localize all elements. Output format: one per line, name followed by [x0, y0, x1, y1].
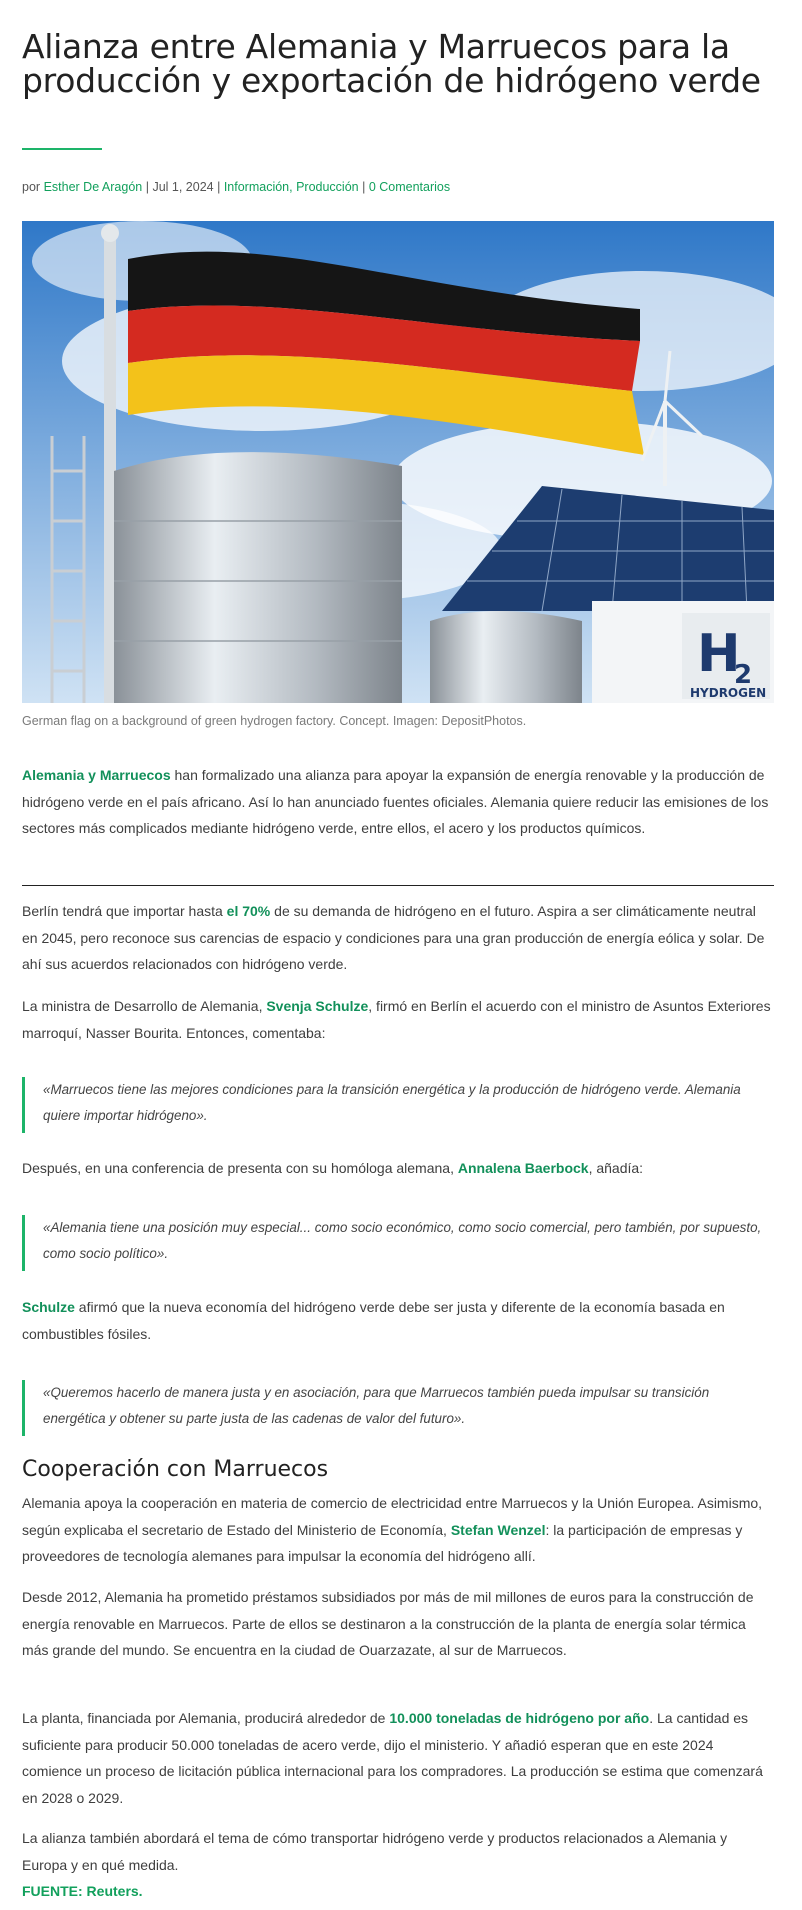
- h2-subscript: 2: [734, 660, 753, 690]
- meta-separator: |: [213, 180, 224, 194]
- paragraph-intro: [22, 762, 774, 842]
- paragraph-text: afirmó que la nueva economía del hidrógeno verde debe ser justa y diferente de la economía basada en combustibles fósiles.: [22, 1299, 725, 1342]
- meta-separator: |: [358, 180, 369, 194]
- hydrogen-factory-illustration: [22, 221, 774, 703]
- paragraph-berlin: [22, 898, 774, 978]
- stefan-wenzel-link[interactable]: Stefan Wenzel: [450, 1521, 546, 1538]
- paragraph-planta: [22, 1705, 774, 1811]
- paragraph-transporte: La alianza también abordará el tema de cómo transportar hidrógeno verde y productos relacionados a Alemania y Europa y en qué medida.: [22, 1830, 728, 1873]
- hero-image: [22, 221, 774, 703]
- meta-by: por: [22, 180, 41, 194]
- paragraph-text: . La cantidad es suficiente para producir 50.000 toneladas de acero verde, dijo el ministerio. Y añadió esperan que en este 2024 comience un proceso de licitación pública internacional para los compradores. La producción se estima que comenzará en 2028 o 2029.: [22, 1710, 763, 1806]
- categories-link[interactable]: Información, Producción: [223, 180, 359, 194]
- author-link[interactable]: Esther De Aragón: [43, 180, 143, 194]
- paragraph-prestamos: Desde 2012, Alemania ha prometido préstamos subsidiados por más de mil millones de euros para la construcción de energía renovable en Marruecos. Parte de ellos se destinaron a la construcción de la planta de energía solar térmica más grande del mundo. Se encuentra en la ciudad de Ouarzazate, al sur de Marruecos.: [22, 1589, 754, 1658]
- paragraph-text: La planta, financiada por Alemania, producirá alrededor de: [22, 1710, 390, 1726]
- source-link[interactable]: FUENTE: Reuters.: [22, 1883, 143, 1899]
- paragraph-text: La ministra de Desarrollo de Alemania,: [22, 998, 267, 1014]
- blockquote-2: «Alemania tiene una posición muy especial... como socio económico, como socio comercial, pero también, por supuesto, como socio político».: [22, 1215, 774, 1271]
- section-heading: Cooperación con Marruecos: [22, 1457, 329, 1482]
- post-date: Jul 1, 2024: [152, 180, 214, 194]
- title-underline: [22, 148, 102, 150]
- meta-separator: |: [142, 180, 153, 194]
- paragraph-text: de su demanda de hidrógeno en el futuro. Aspira a ser climáticamente neutral en 2045, pero reconoce sus carencias de espacio y condiciones para una gran producción de energía eólica y solar. De ahí sus acuerdos relacionados con hidrógeno verde.: [22, 903, 765, 972]
- blockquote-1: «Marruecos tiene las mejores condiciones para la transición energética y la producción de hidrógeno verde. Alemania quiere importar hidrógeno».: [22, 1077, 774, 1133]
- section-divider: [22, 885, 774, 886]
- annalena-baerbock-link[interactable]: Annalena Baerbock: [457, 1160, 589, 1176]
- highlight-toneladas: 10.000 toneladas de hidrógeno por año: [389, 1710, 650, 1726]
- paragraph-conferencia: [22, 1155, 774, 1182]
- paragraph-text: Alemania apoya la cooperación en materia de comercio de electricidad entre Marruecos y la Unión Europea. Asimismo, según explicaba el secretario de Estado del Ministerio de Economía,: [22, 1495, 763, 1538]
- paragraph-cooperacion: [22, 1490, 774, 1570]
- paragraph-text: Después, en una conferencia de presenta con su homóloga alemana,: [22, 1160, 458, 1176]
- hydrogen-label: HYDROGEN: [690, 686, 767, 700]
- schulze-link[interactable]: Schulze: [22, 1299, 75, 1315]
- paragraph-text: Berlín tendrá que importar hasta: [22, 903, 227, 919]
- highlight-70: el 70%: [226, 903, 271, 919]
- paragraph-text: , firmó en Berlín el acuerdo con el ministro de Asuntos Exteriores marroquí, Nasser Bourita. Entonces, comentaba:: [22, 998, 771, 1041]
- alemania-marruecos-link[interactable]: Alemania y Marruecos: [22, 767, 171, 783]
- paragraph-schulze: [22, 1294, 774, 1347]
- svenja-schulze-link[interactable]: Svenja Schulze: [266, 998, 369, 1014]
- h2-sign: H: [697, 624, 741, 684]
- image-caption: German flag on a background of green hydrogen factory. Concept. Imagen: DepositPhotos.: [22, 714, 527, 728]
- paragraph-text: : la participación de empresas y proveedores de tecnología alemanes para impulsar la economía del hidrógeno allí.: [22, 1521, 743, 1564]
- article-title: Alianza entre Alemania y Marruecos para la producción y exportación de hidrógeno verde: [22, 27, 761, 100]
- blockquote-3: «Queremos hacerlo de manera justa y en asociación, para que Marruecos también pueda impulsar su transición energética y obtener su parte justa de las cadenas de valor del futuro».: [22, 1380, 774, 1436]
- paragraph-ministra: [22, 993, 774, 1046]
- paragraph-text: , añadía:: [588, 1160, 644, 1176]
- post-meta: [22, 180, 450, 194]
- comments-link[interactable]: 0 Comentarios: [368, 180, 451, 194]
- paragraph-text: han formalizado una alianza para apoyar la expansión de energía renovable y la producción de hidrógeno verde en el país africano. Así lo han anunciado fuentes oficiales. Alemania quiere reducir las emisiones de los sectores más complicados mediante hidrógeno verde, entre ellos, el acero y los productos químicos.: [22, 767, 769, 836]
